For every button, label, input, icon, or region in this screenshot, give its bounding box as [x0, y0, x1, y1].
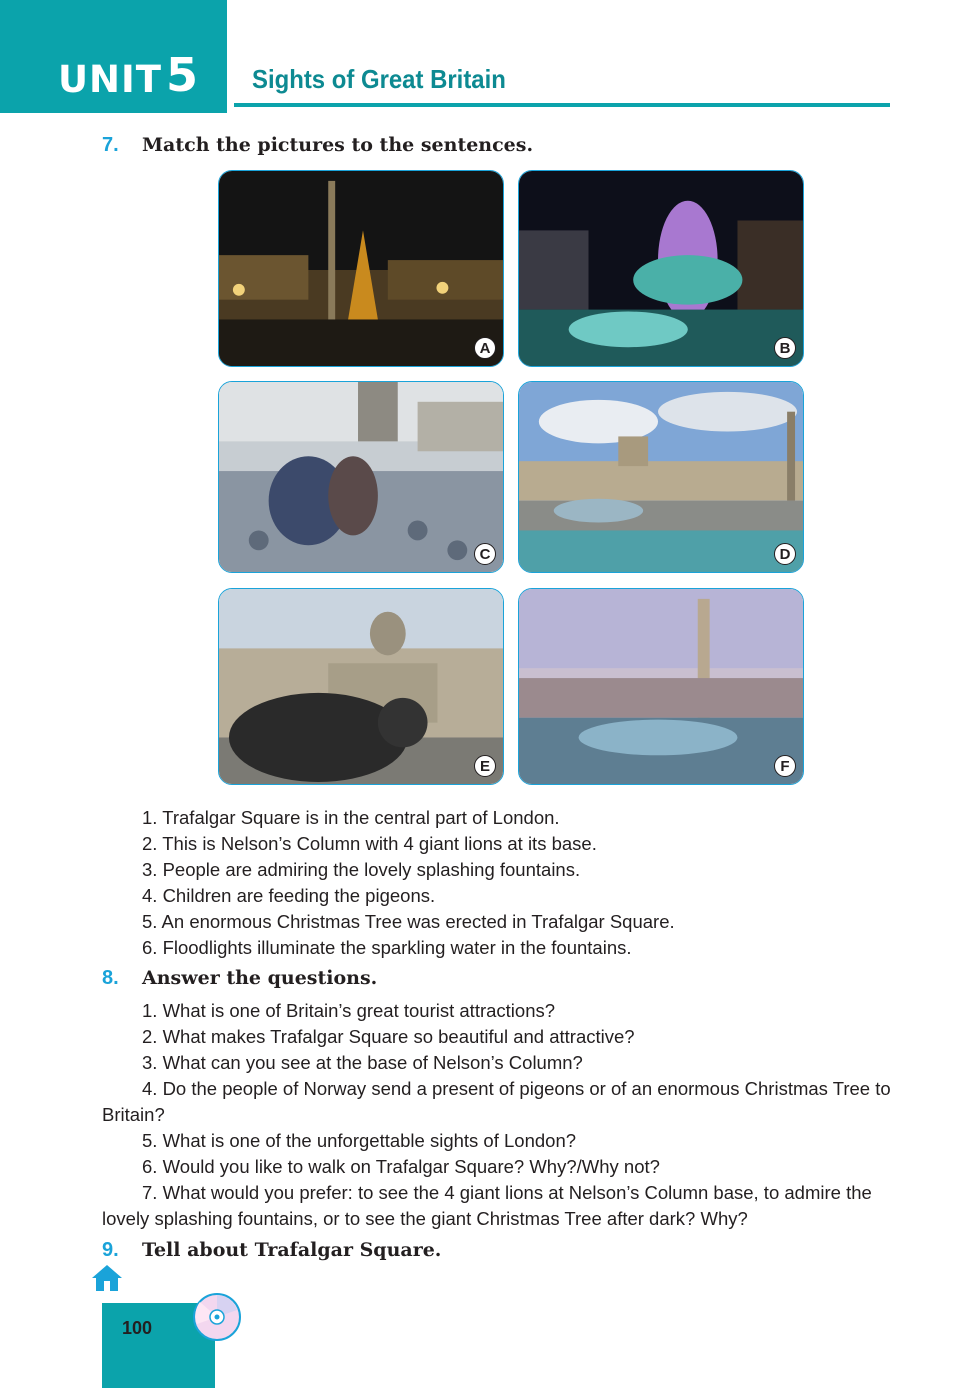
exercise-9-number: 9. [102, 1239, 119, 1261]
picture-e-label: E [474, 755, 496, 777]
unit-number: 5 [166, 48, 199, 102]
sentence-6: 6. Floodlights illuminate the sparkling water in the fountains. [142, 937, 632, 958]
unit-label: UNIT [58, 58, 163, 101]
exercise-8-number: 8. [102, 967, 119, 989]
question-1: 1. What is one of Britain’s great tourist attractions? [142, 1000, 556, 1021]
picture-d-label: D [774, 543, 796, 565]
picture-a-label: A [474, 337, 496, 359]
picture-c-label: C [474, 543, 496, 565]
exercise-8-instruction: Answer the questions. [142, 967, 378, 989]
question-3: 3. What can you see at the base of Nelson’s Column? [142, 1052, 583, 1073]
picture-b-label: B [774, 337, 796, 359]
exercise-7-number: 7. [102, 134, 119, 156]
picture-f-label: F [774, 755, 796, 777]
picture-a [218, 170, 504, 367]
picture-b [518, 170, 804, 367]
cd-icon [192, 1292, 242, 1347]
sentence-4: 4. Children are feeding the pigeons. [142, 885, 436, 906]
sentence-5: 5. An enormous Christmas Tree was erected in Trafalgar Square. [142, 911, 675, 932]
question-6: 6. Would you like to walk on Trafalgar Square? Why?/Why not? [142, 1156, 660, 1177]
question-5: 5. What is one of the unforgettable sights of London? [142, 1130, 577, 1151]
picture-e [218, 588, 504, 785]
question-7: 7. What would you prefer: to see the 4 giant lions at Nelson’s Column base, to admire the lovely splashing fountains, or to see the giant Christmas Tree after dark? Why? [102, 1182, 872, 1229]
sentence-2: 2. This is Nelson’s Column with 4 giant lions at its base. [142, 833, 597, 854]
page-number: 100 [122, 1318, 153, 1338]
question-4: 4. Do the people of Norway send a present of pigeons or of an enormous Christmas Tree to Britain? [102, 1078, 891, 1125]
page-title: Sights of Great Britain [252, 64, 506, 94]
picture-d [518, 381, 804, 573]
picture-c [218, 381, 504, 573]
home-icon [90, 1263, 124, 1298]
exercise-7-instruction: Match the pictures to the sentences. [142, 134, 534, 156]
title-divider [234, 103, 890, 107]
picture-f [518, 588, 804, 785]
question-2: 2. What makes Trafalgar Square so beautiful and attractive? [142, 1026, 635, 1047]
exercise-9-instruction: Tell about Trafalgar Square. [142, 1239, 442, 1261]
sentence-3: 3. People are admiring the lovely splashing fountains. [142, 859, 581, 880]
sentence-1: 1. Trafalgar Square is in the central part of London. [142, 807, 560, 828]
